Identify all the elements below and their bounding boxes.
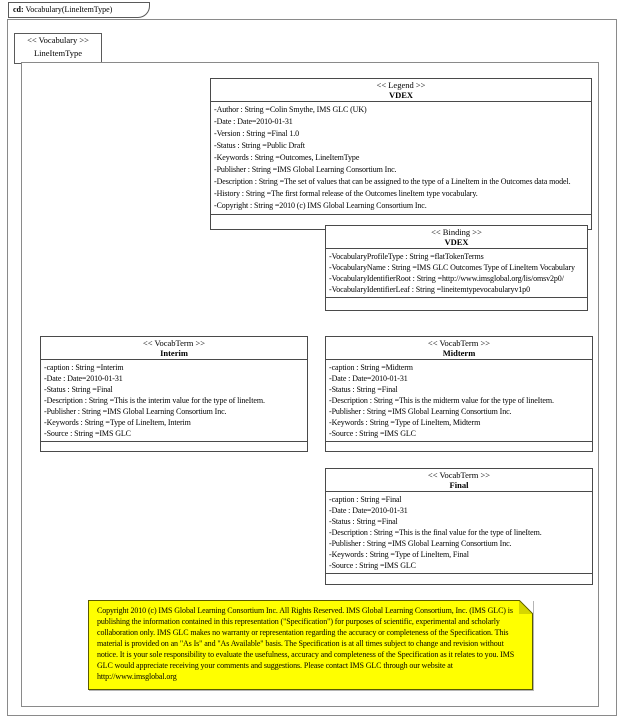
attribute-line: -Source : String =IMS GLC <box>44 429 131 438</box>
frame-keyword: cd: <box>13 5 24 14</box>
legend-box <box>210 78 592 230</box>
binding-box <box>325 225 588 311</box>
legend-header <box>211 79 591 102</box>
package-stereotype: << Vocabulary >> <box>27 35 89 45</box>
attribute-line: -Description : String =This is the midterm value for the type of lineItem. <box>329 396 554 405</box>
attribute-line: -Status : String =Final <box>44 385 113 394</box>
attribute-line: -Keywords : String =Type of LineItem, Interim <box>44 418 191 427</box>
package-tab <box>14 33 102 64</box>
attribute-line: -History : String =The first formal release of the Outcomes lineItem type vocabulary. <box>214 189 478 198</box>
attribute-line: -Publisher : String =IMS Global Learning Consortium Inc. <box>329 407 512 416</box>
attribute-line: -Date : Date=2010-01-31 <box>329 506 408 515</box>
attribute-line: -Author : String =Colin Smythe, IMS GLC (UK) <box>214 105 367 114</box>
frame-title: Vocabulary(LineItemType) <box>23 5 113 14</box>
attribute-line: -Publisher : String =IMS Global Learning Consortium Inc. <box>329 539 512 548</box>
attribute-line: -Keywords : String =Type of LineItem, Final <box>329 550 469 559</box>
final-attributes <box>326 492 592 574</box>
attribute-line: -VocabularyIdentifierRoot : String =http://www.imsglobal.org/lis/omsv2p0/ <box>329 274 564 283</box>
final-name: Final <box>449 480 469 490</box>
final-stereotype: << VocabTerm >> <box>427 470 491 480</box>
attribute-line: -caption : String =Interim <box>44 363 124 372</box>
vocabterm-interim-box <box>40 336 308 452</box>
vocabterm-final-box <box>325 468 593 585</box>
copyright-note-text: Copyright 2010 (c) IMS Global Learning Consortium Inc. All Rights Reserved. IMS Global Learning Consortium, Inc. (IMS GLC) is publishing the information contained in this representation ("Specification") for purposes of scientific, experimental and scholarly collaboration only. IMS GLC makes no warranty or representation regarding the accuracy or completeness of the Specification. This material is provided on an "As Is" and "As Available" basis. The Specification is at all times subject to change and revision without notice. It is your sole responsibility to evaluate the usefulness, accuracy and completeness of the Specification as it relates to you. IMS GLC would appreciate receiving your comments and suggestions. Please contact IMS GLC through our website at http://www.imsglobal.org <box>97 606 515 681</box>
vocabterm-midterm-box <box>325 336 593 452</box>
note-fold-icon <box>519 600 533 614</box>
midterm-stereotype: << VocabTerm >> <box>427 338 491 348</box>
attribute-line: -Status : String =Public Draft <box>214 141 305 150</box>
operations-compartment <box>326 298 587 310</box>
attribute-line: -VocabularyIdentifierLeaf : String =lineitemtypevocabularyv1p0 <box>329 285 530 294</box>
binding-attributes <box>326 249 587 298</box>
binding-header <box>326 226 587 249</box>
binding-stereotype: << Binding >> <box>431 227 482 237</box>
attribute-line: -VocabularyProfileType : String =flatTokenTerms <box>329 252 484 261</box>
binding-name: VDEX <box>444 237 469 247</box>
attribute-line: -Publisher : String =IMS Global Learning Consortium Inc. <box>44 407 227 416</box>
attribute-line: -Date : Date=2010-01-31 <box>214 117 293 126</box>
attribute-line: -caption : String =Midterm <box>329 363 413 372</box>
attribute-line: -Status : String =Final <box>329 385 398 394</box>
attribute-line: -Date : Date=2010-01-31 <box>44 374 123 383</box>
attribute-line: -Description : String =This is the final value for the type of lineItem. <box>329 528 542 537</box>
attribute-line: -Copyright : String =2010 (c) IMS Global Learning Consortium Inc. <box>214 201 427 210</box>
legend-stereotype: << Legend >> <box>376 80 426 90</box>
copyright-note <box>88 600 533 690</box>
package-name: LineItemType <box>33 48 83 58</box>
operations-compartment <box>41 442 307 451</box>
attribute-line: -Date : Date=2010-01-31 <box>329 374 408 383</box>
attribute-line: -VocabularyName : String =IMS GLC Outcomes Type of LineItem Vocabulary <box>329 263 575 272</box>
midterm-attributes <box>326 360 592 442</box>
attribute-line: -Publisher : String =IMS Global Learning Consortium Inc. <box>214 165 397 174</box>
frame-label <box>8 2 150 18</box>
midterm-name: Midterm <box>442 348 476 358</box>
attribute-line: -Description : String =The set of values that can be assigned to the type of a LineItem in the Outcomes data model. <box>214 177 571 186</box>
attribute-line: -Keywords : String =Outcomes, LineItemType <box>214 153 360 162</box>
attribute-line: -Status : String =Final <box>329 517 398 526</box>
attribute-line: -Source : String =IMS GLC <box>329 429 416 438</box>
attribute-line: -Keywords : String =Type of LineItem, Midterm <box>329 418 481 427</box>
attribute-line: -Version : String =Final 1.0 <box>214 129 300 138</box>
final-header <box>326 469 592 492</box>
legend-attributes <box>211 102 591 215</box>
legend-name: VDEX <box>388 90 414 100</box>
attribute-line: -Description : String =This is the interim value for the type of lineItem. <box>44 396 265 405</box>
attribute-line: -Source : String =IMS GLC <box>329 561 416 570</box>
attribute-line: -caption : String =Final <box>329 495 402 504</box>
interim-stereotype: << VocabTerm >> <box>142 338 206 348</box>
midterm-header <box>326 337 592 360</box>
interim-header <box>41 337 307 360</box>
operations-compartment <box>326 574 592 584</box>
operations-compartment <box>326 442 592 451</box>
interim-name: Interim <box>160 348 188 358</box>
interim-attributes <box>41 360 307 442</box>
